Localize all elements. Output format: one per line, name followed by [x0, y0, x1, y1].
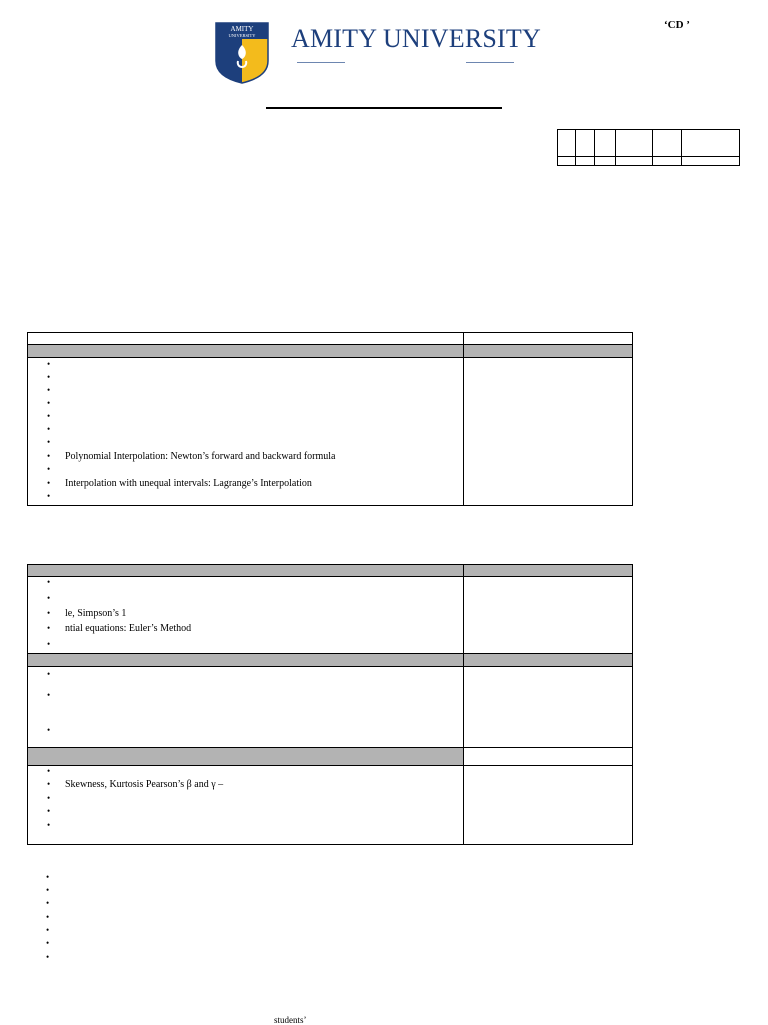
list-item: [28, 724, 463, 737]
course-code: ‘CD ’: [664, 19, 690, 31]
header-divider: [466, 62, 514, 63]
bullet-icon: •: [47, 385, 51, 395]
bullet-icon: •: [47, 478, 51, 488]
list-item: [28, 576, 463, 589]
credit-table: [557, 129, 740, 166]
bullet-icon: •: [47, 464, 51, 474]
list-item: [28, 638, 463, 651]
bullet-icon: •: [47, 690, 51, 700]
list-item-text: le, Simpson’s 1: [65, 608, 127, 619]
list-item-text: ntial equations: Euler’s Method: [65, 623, 192, 634]
list-item-text: Skewness, Kurtosis Pearson’s β and γ –: [65, 779, 224, 790]
bullet-icon: •: [47, 372, 51, 382]
list-item-text: Polynomial Interpolation: Newton’s forward and backward formula: [65, 451, 336, 462]
list-item: [28, 358, 463, 371]
list-item: [28, 384, 463, 397]
header-divider: [297, 62, 345, 63]
list-item: [28, 689, 463, 702]
bullet-icon: •: [46, 952, 50, 962]
bullet-icon: •: [47, 451, 51, 461]
module-1-title-row: [28, 345, 632, 358]
modules-table: [27, 564, 633, 845]
list-item: [28, 607, 463, 620]
bullet-icon: •: [47, 608, 51, 618]
bullet-icon: •: [47, 424, 51, 434]
module-4-title-row: [28, 748, 632, 766]
bullet-icon: •: [47, 639, 51, 649]
bullet-icon: •: [47, 593, 51, 603]
bullet-icon: •: [46, 872, 50, 882]
bullet-icon: •: [46, 912, 50, 922]
svg-text:UNIVERSITY: UNIVERSITY: [228, 33, 256, 38]
bullet-icon: •: [46, 938, 50, 948]
bullet-icon: •: [46, 925, 50, 935]
list-item: [28, 423, 463, 436]
module-3-title-row: [28, 654, 632, 667]
bullet-icon: •: [47, 577, 51, 587]
footer-text: students’: [274, 1015, 307, 1025]
bullet-icon: •: [47, 437, 51, 447]
list-item: [28, 410, 463, 423]
module-3-content: [28, 667, 632, 748]
bullet-icon: •: [47, 793, 51, 803]
bullet-icon: •: [47, 491, 51, 501]
list-item: [28, 463, 463, 476]
list-item: [28, 490, 463, 503]
bullet-icon: •: [47, 820, 51, 830]
bullet-icon: •: [46, 898, 50, 908]
module-2-content: [28, 577, 632, 654]
list-item: [28, 819, 463, 832]
module-1-header-row: [28, 333, 632, 345]
list-item: [28, 397, 463, 410]
bullet-icon: •: [47, 725, 51, 735]
university-logo: [214, 21, 270, 85]
list-item: [28, 477, 463, 490]
list-item: [28, 778, 463, 791]
bullet-icon: •: [47, 766, 51, 776]
list-item: [28, 371, 463, 384]
module-1-content: [28, 358, 632, 505]
list-item: [28, 592, 463, 605]
list-item: [28, 668, 463, 681]
bullet-icon: •: [47, 398, 51, 408]
bullet-icon: •: [47, 669, 51, 679]
bullet-icon: •: [47, 359, 51, 369]
module-1-table: [27, 332, 633, 506]
list-item: [28, 765, 463, 778]
bullet-icon: •: [47, 623, 51, 633]
university-name: AMITY UNIVERSITY: [291, 24, 541, 53]
list-item: [28, 805, 463, 818]
list-item: [28, 622, 463, 635]
list-item: [28, 450, 463, 463]
svg-text:AMITY: AMITY: [230, 25, 254, 33]
list-item-text: Interpolation with unequal intervals: Lagrange’s Interpolation: [65, 478, 312, 489]
list-item: [28, 792, 463, 805]
module-4-content: [28, 766, 632, 844]
title-underline: [266, 107, 502, 109]
list-item: [28, 436, 463, 449]
bullet-icon: •: [47, 411, 51, 421]
bullet-icon: •: [47, 779, 51, 789]
bullet-icon: •: [47, 806, 51, 816]
bullet-icon: •: [46, 885, 50, 895]
